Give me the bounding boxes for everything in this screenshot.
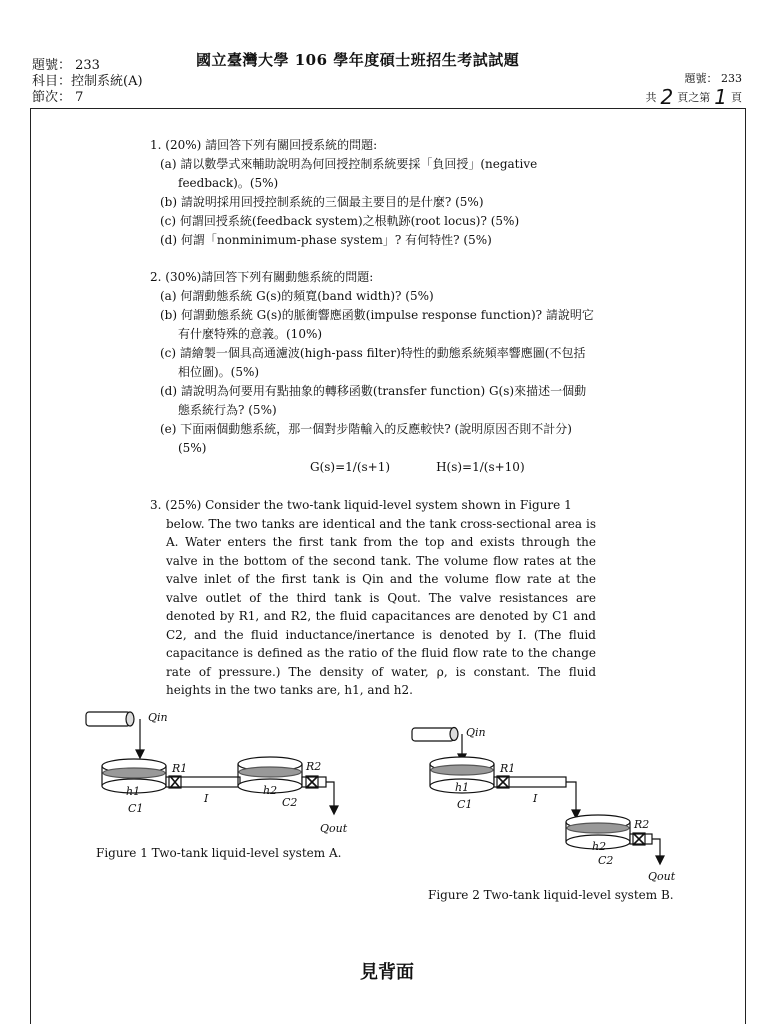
fig1-qout-label: Qout bbox=[320, 822, 348, 835]
exam-title: 國立臺灣大學 106 學年度碩士班招生考試試題 bbox=[196, 51, 520, 69]
exam-code-right: 題號： 233 bbox=[684, 72, 742, 85]
question-1-heading: 1. (20%) 請回答下列有關回授系統的問題: bbox=[150, 138, 378, 152]
page-mid: 頁之第 bbox=[677, 91, 711, 104]
question-3-body: below. The two tanks are identical and the tank cross-sectional area is A. Water enters the first tank from the top and exists through the valve in the bottom of the second tank. The volume flow rates at the valve inlet of the first tank is Qin and the volume flow rate at the valve outlet of the third tank is Qout. The valve resistances are denoted by R1, and R2, the fluid capacitances are denoted by C1 and C2, and the fluid inductance/inertance is denoted by I. (The fluid capacitance is defined as the ratio of the fluid flow rate to the change rate of pressure.) The density of water, ρ, is constant. The fluid heights in the two tanks are, h1, and h2. bbox=[166, 516, 596, 697]
fig1-r2-label: R2 bbox=[306, 760, 322, 773]
question-2a: (a) 何謂動態系統 G(s)的頻寬(band width)? (5%) bbox=[160, 289, 434, 303]
page-current: 1 bbox=[714, 85, 727, 109]
question-3-heading: 3. (25%) Consider the two-tank liquid-level system shown in Figure 1 bbox=[150, 498, 572, 512]
exam-session: 節次： 7 bbox=[32, 90, 84, 105]
fig1-h1-label: h1 bbox=[126, 785, 141, 798]
fig2-c2-label: C2 bbox=[598, 854, 614, 867]
fig2-r1-label: R1 bbox=[500, 762, 516, 775]
connecting-pipe-icon bbox=[494, 777, 566, 787]
figure-2-diagram bbox=[412, 728, 664, 865]
question-2e: (e) 下面兩個動態系統，那一個對步階輸入的反應較快? (說明原因否則不計分) (5%) bbox=[160, 422, 572, 455]
fig1-r1-label: R1 bbox=[172, 762, 188, 775]
page-suffix: 頁 bbox=[731, 91, 742, 104]
fig1-inertance-label: I bbox=[204, 792, 209, 805]
page-total: 2 bbox=[660, 85, 674, 109]
question-2c: (c) 請繪製一個具高通濾波(high-pass filter)特性的動態系統頻率響應圖(不包括相位圖)。(5%) bbox=[160, 346, 586, 379]
fig2-r2-label: R2 bbox=[634, 818, 650, 831]
inlet-pipe-icon bbox=[86, 712, 130, 726]
formula-g: G(s)=1/(s+1) bbox=[310, 460, 391, 474]
page-prefix: 共 bbox=[645, 91, 657, 104]
question-1b: (b) 請說明採用回授控制系統的三個最主要目的是什麼? (5%) bbox=[160, 195, 484, 209]
question-1a: (a) 請以數學式來輔助說明為何回授控制系統要採「負回授」(negative feedback)。(5%) bbox=[160, 157, 538, 190]
question-1d: (d) 何謂「nonminimum-phase system」? 有何特性? (5%) bbox=[160, 233, 492, 247]
see-back-note: 見背面 bbox=[360, 962, 414, 983]
figure-1-diagram bbox=[86, 712, 338, 814]
question-2b: (b) 何謂動態系統 G(s)的脈衝響應函數(impulse response function)? 請說明它有什麼特殊的意義。(10%) bbox=[160, 308, 594, 341]
figure-1-caption: Figure 1 Two-tank liquid-level system A. bbox=[96, 846, 342, 860]
fig2-qout-label: Qout bbox=[648, 870, 676, 883]
exam-subject: 科目：控制系統(A) bbox=[32, 74, 143, 89]
fig2-qin-label: Qin bbox=[466, 726, 486, 739]
exam-number: 題號： 233 bbox=[32, 58, 100, 73]
fig1-h2-label: h2 bbox=[263, 784, 278, 797]
fig2-c1-label: C1 bbox=[457, 798, 473, 811]
question-2d: (d) 請說明為何要用有點抽象的轉移函數(transfer function) G(s)來描述一個動態系統行為? (5%) bbox=[160, 384, 587, 417]
figure-2-caption: Figure 2 Two-tank liquid-level system B. bbox=[428, 888, 674, 902]
fig2-h1-label: h1 bbox=[455, 781, 470, 794]
fig2-h2-label: h2 bbox=[592, 840, 607, 853]
question-2-heading: 2. (30%)請回答下列有關動態系統的問題: bbox=[150, 270, 374, 284]
fig1-c1-label: C1 bbox=[128, 802, 144, 815]
formula-h: H(s)=1/(s+10) bbox=[436, 460, 525, 474]
fig2-inertance-label: I bbox=[533, 792, 538, 805]
question-1c: (c) 何謂回授系統(feedback system)之根軌跡(root locus)? (5%) bbox=[160, 214, 520, 228]
inlet-pipe-icon bbox=[412, 728, 454, 741]
fig1-c2-label: C2 bbox=[282, 796, 298, 809]
fig1-qin-label: Qin bbox=[148, 711, 168, 724]
